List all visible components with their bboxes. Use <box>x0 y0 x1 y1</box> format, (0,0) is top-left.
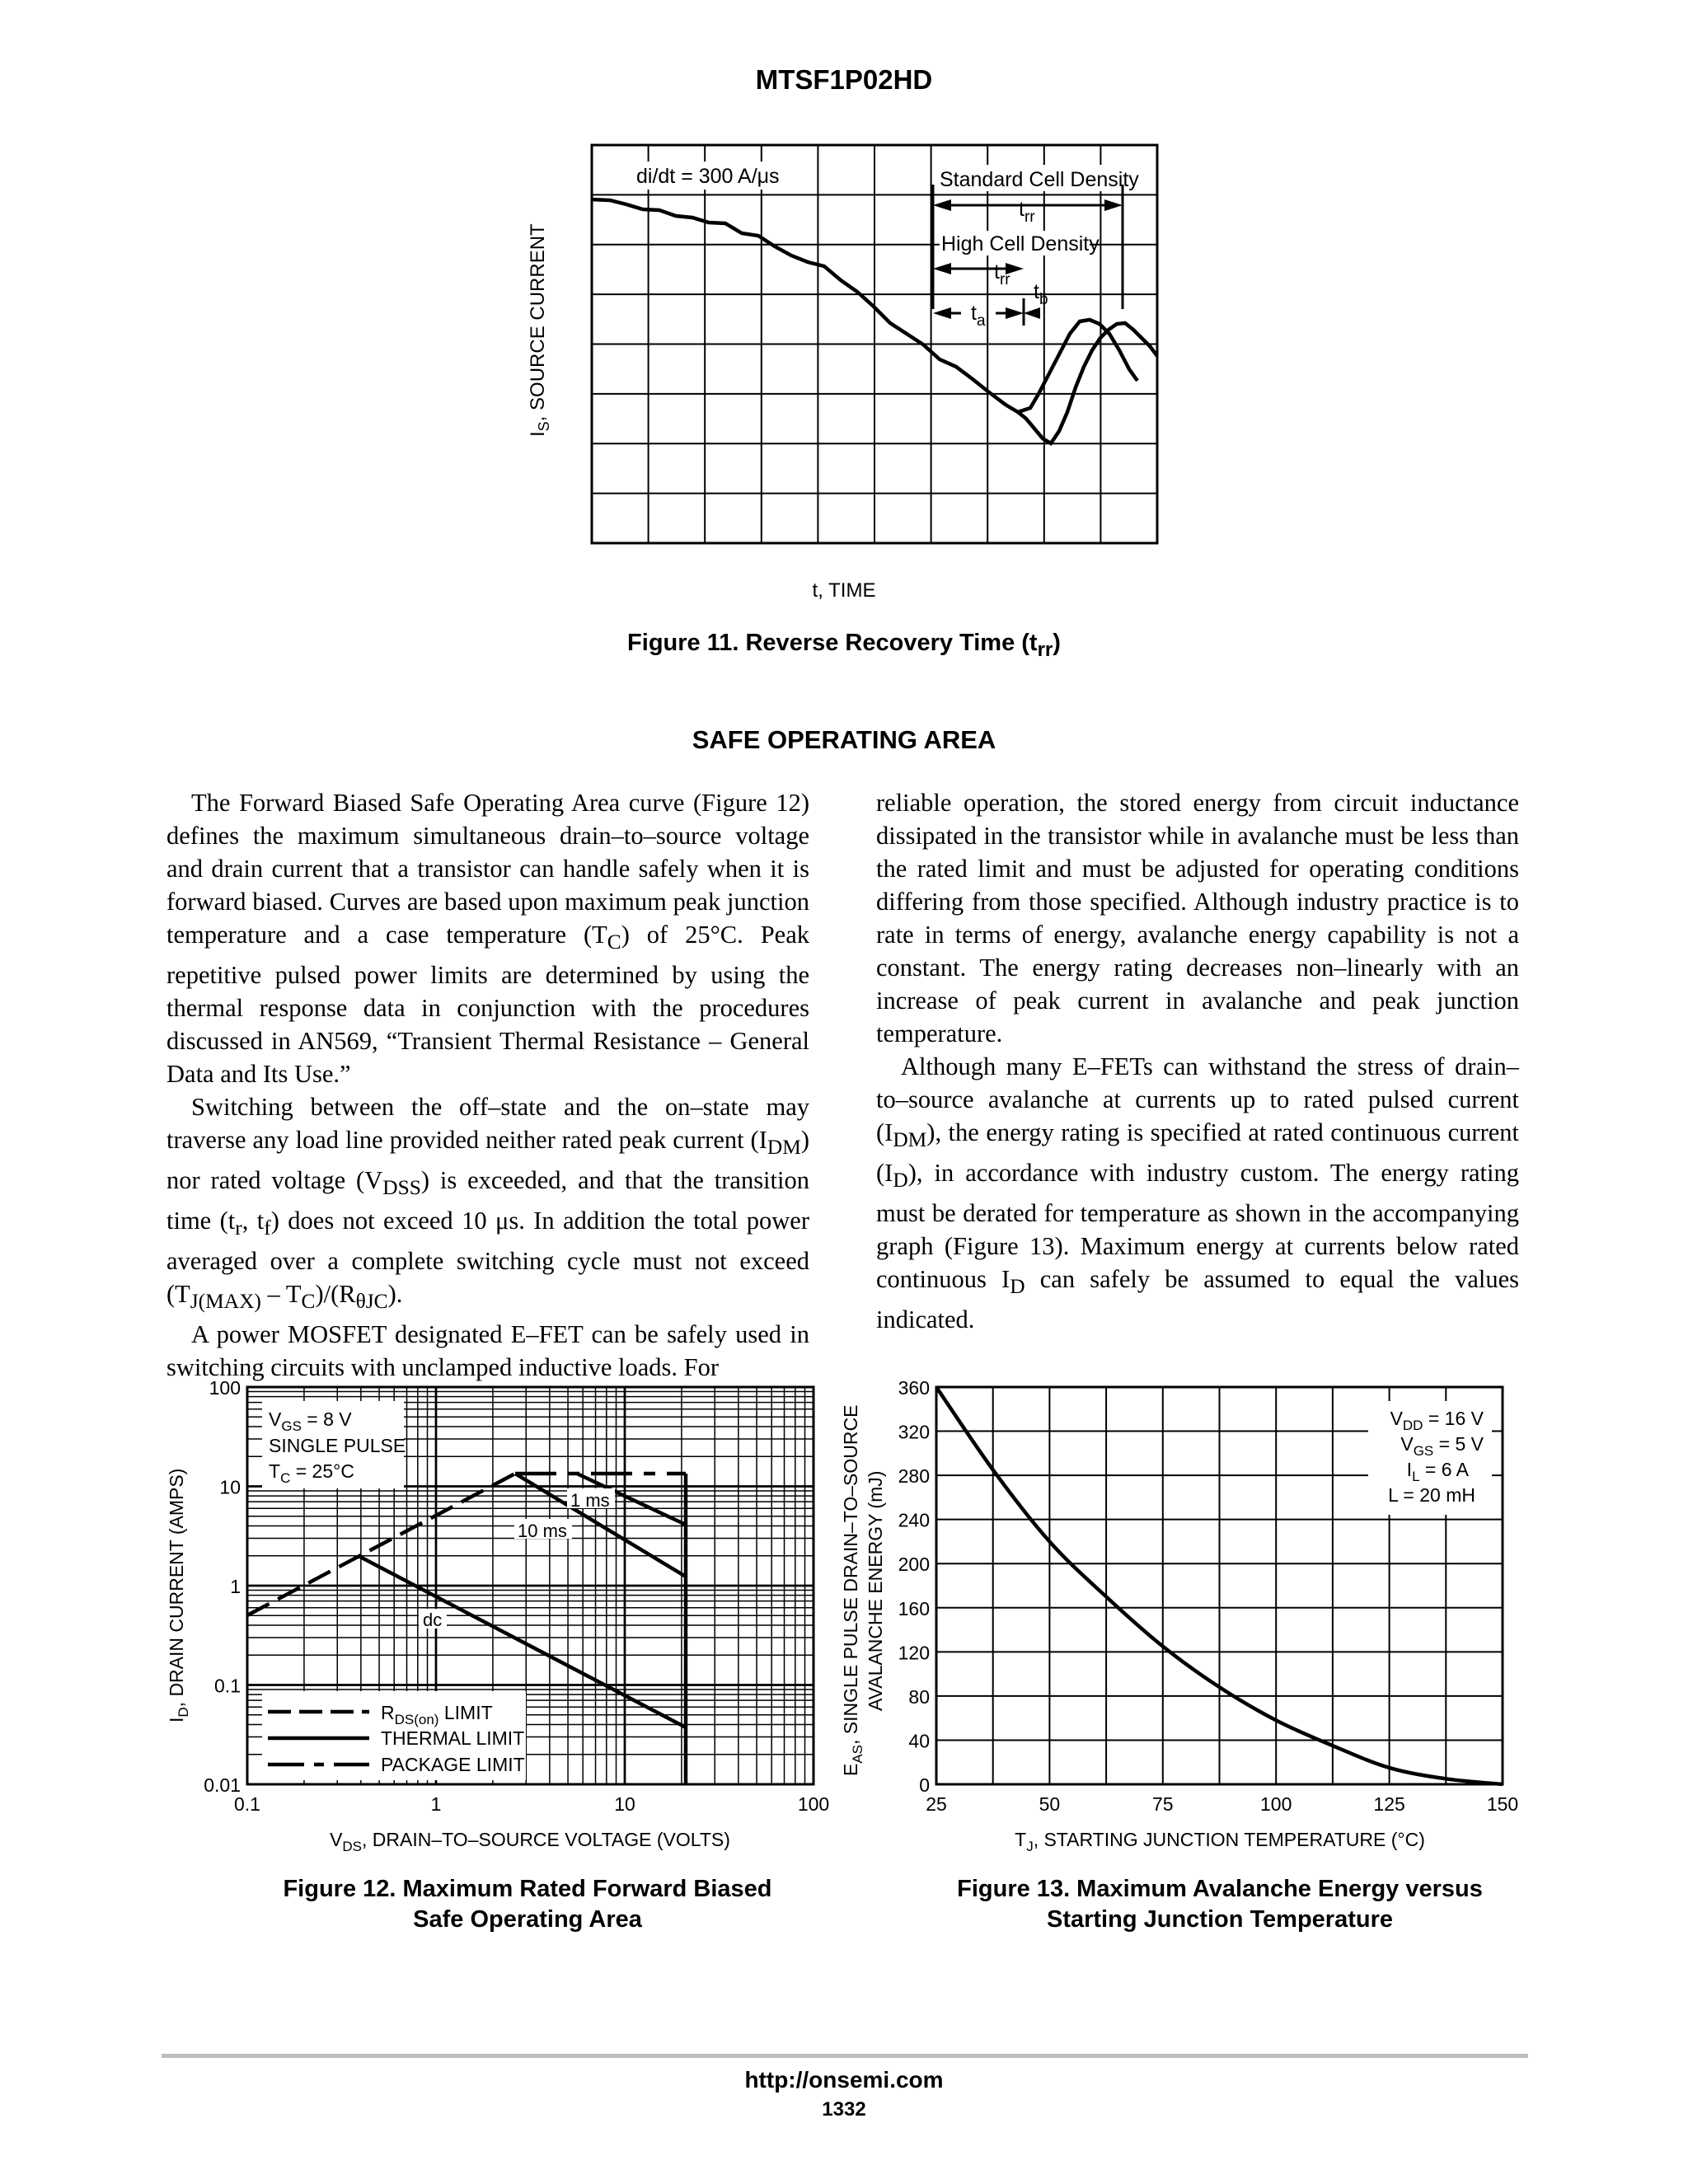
fig12-cond-tc: $T_C = 25^\circ C$ <box>269 1460 354 1486</box>
fig12-legend-rds: $R_{DS(on)}$ LIMIT <box>381 1702 493 1727</box>
fig12-ytick: 100 <box>209 1377 241 1399</box>
page-number: 1332 <box>822 2098 866 2121</box>
figure-13-avalanche-energy <box>824 1360 1688 1871</box>
fig13-xtick: 150 <box>1486 1793 1519 1815</box>
left-paragraph-1: The Forward Biased Safe Operating Area curve (Figure 12) defines the maximum simultaneous drain–to–source voltage and drain current that a transistor can handle safely when it is forward biased. Curves are based upon maximum peak junction temperature and a case temperature $(T_C)$ of 25°C. Peak repetitive pulsed power limits are determined by using the thermal response data in conjunction with the procedures discussed in AN569, “Transient Thermal Resistance – General Data and Its Use.” <box>166 789 809 1089</box>
fig12-cond-pulse: SINGLE PULSE <box>269 1435 406 1456</box>
fig12-label-10ms: 10 ms <box>518 1521 567 1541</box>
fig13-cond-vgs: $V_{GS} = 5$ V <box>1400 1433 1484 1459</box>
fig13-xtick: 100 <box>1260 1793 1292 1815</box>
right-paragraph-2: Although many E–FETs can withstand the stress of drain–to–source avalanche at currents up to rated pulsed current $(I_{DM})$, the energy rating is specified at rated continuous current $(I_D)$, in accordance with industry custom. The energy rating must be derated for temperature as shown in the accompanying graph (Figure 13). Maximum energy at currents below rated continuous $I_D$ can safely be assumed to equal the values indicated. <box>876 1052 1519 1334</box>
fig12-xlabel: $V_{DS}$, DRAIN–TO–SOURCE VOLTAGE (VOLTS) <box>330 1829 730 1854</box>
figure-13-caption: Figure 13. Maximum Avalanche Energy versus Starting Junction Temperature <box>957 1876 1483 1933</box>
fig13-ytick: 160 <box>898 1597 930 1619</box>
fig13-ytick: 0 <box>919 1774 930 1796</box>
right-column <box>876 786 1519 1336</box>
right-paragraph-1: reliable operation, the stored energy from circuit inductance dissipated in the transistor while in avalanche must be less than the rated limit and must be adjusted for operating conditions differing from those specified. Although industry practice is to rate in terms of energy, avalanche energy capability is not a constant. The energy rating decreases non–linearly with an increase of peak current in avalanche and peak junction temperature. <box>876 789 1519 1047</box>
fig13-ytick: 200 <box>898 1554 930 1576</box>
fig11-ta-label: $t_a$ <box>971 302 986 330</box>
fig13-ylabel-line2: AVALANCHE ENERGY (mJ) <box>865 1470 886 1711</box>
fig12-label-dc: dc <box>423 1610 443 1630</box>
fig13-cond-vdd: $V_{DD} = 16$ V <box>1390 1408 1484 1433</box>
figure-12-caption: Figure 12. Maximum Rated Forward Biased Safe Operating Area <box>283 1876 772 1933</box>
fig11-standard-density-curve <box>1018 323 1157 443</box>
fig12-ytick: 0.01 <box>204 1774 241 1796</box>
fig11-standard-label: Standard Cell Density <box>940 168 1139 191</box>
fig12-label-1ms: 1 ms <box>570 1490 610 1511</box>
fig12-ytick: 0.1 <box>214 1675 241 1697</box>
fig11-high-label: High Cell Density <box>941 232 1100 255</box>
fig13-cond-l: L = 20 mH <box>1388 1484 1475 1506</box>
fig13-ylabel-line1: $E_{AS}$, SINGLE PULSE DRAIN–TO–SOURCE <box>840 1404 865 1776</box>
fig13-ytick: 40 <box>908 1730 930 1752</box>
fig13-ytick: 80 <box>908 1685 930 1708</box>
fig11-trr-lower: $t_{rr}$ <box>994 260 1010 288</box>
fig12-xtick: 100 <box>797 1793 830 1815</box>
fig12-xtick: 0.1 <box>234 1793 260 1815</box>
fig12-legend-thermal: THERMAL LIMIT <box>381 1727 525 1749</box>
left-paragraph-2: Switching between the off–state and the on–state may traverse any load line provided neither rated peak current $(I_{DM})$ nor rated voltage $(V_{DSS})$ is exceeded, and that the transition time ($t_r$, $t_f$) does not exceed 10 μs. In addition the total power averaged over a complete switching cycle must not exceed $(T_{J(MAX)} - T_C)/(R_{\theta JC})$. <box>166 1093 810 1314</box>
fig12-legend-package: PACKAGE LIMIT <box>381 1754 525 1775</box>
section-title: SAFE OPERATING AREA <box>692 725 996 754</box>
fig13-cond-il: $I_L = 6$ A <box>1406 1459 1469 1484</box>
fig13-ytick: 120 <box>898 1642 930 1664</box>
left-paragraph-3: A power MOSFET designated E–FET can be safely used in switching circuits with unclamped inductive loads. For <box>166 1320 809 1382</box>
fig12-xtick: 10 <box>614 1793 635 1815</box>
fig13-xtick: 25 <box>926 1793 947 1815</box>
fig13-xlabel: $T_J$, STARTING JUNCTION TEMPERATURE (°C) <box>1015 1829 1425 1854</box>
fig11-ylabel: $I_S$, SOURCE CURRENT <box>527 223 552 437</box>
fig12-cond-vgs: $V_{GS} = 8$ V <box>269 1408 352 1434</box>
page-title: MTSF1P02HD <box>755 64 933 95</box>
fig12-ylabel: $I_D$, DRAIN CURRENT (AMPS) <box>166 1468 191 1722</box>
fig12-ytick: 10 <box>219 1476 241 1498</box>
fig12-rds-limit-line <box>247 1474 515 1615</box>
fig13-ytick: 240 <box>898 1509 930 1531</box>
fig11-didt-label: di/dt = 300 A/μs <box>636 165 780 188</box>
fig13-ytick: 360 <box>898 1377 930 1399</box>
fig11-xlabel: t, TIME <box>812 579 876 602</box>
fig13-xtick: 125 <box>1373 1793 1405 1815</box>
fig13-ytick: 280 <box>898 1465 930 1488</box>
fig12-xtick: 1 <box>430 1793 442 1815</box>
footer-url[interactable]: http://onsemi.com <box>744 2067 944 2093</box>
figure-11-reverse-recovery <box>0 0 1688 626</box>
left-column <box>166 786 809 1384</box>
fig13-ytick: 320 <box>898 1421 930 1443</box>
figure-12-safe-operating-area <box>0 1360 849 1871</box>
fig12-ytick: 1 <box>230 1576 241 1597</box>
figure-11-caption: Figure 11. Reverse Recovery Time $(t_{rr})$ <box>627 630 1061 661</box>
fig13-xtick: 50 <box>1039 1793 1061 1815</box>
fig11-tb-label: $t_b$ <box>1034 280 1048 308</box>
fig11-trr-upper: $t_{rr}$ <box>1019 198 1035 226</box>
fig13-xtick: 75 <box>1152 1793 1174 1815</box>
footer-divider <box>162 2054 1528 2058</box>
